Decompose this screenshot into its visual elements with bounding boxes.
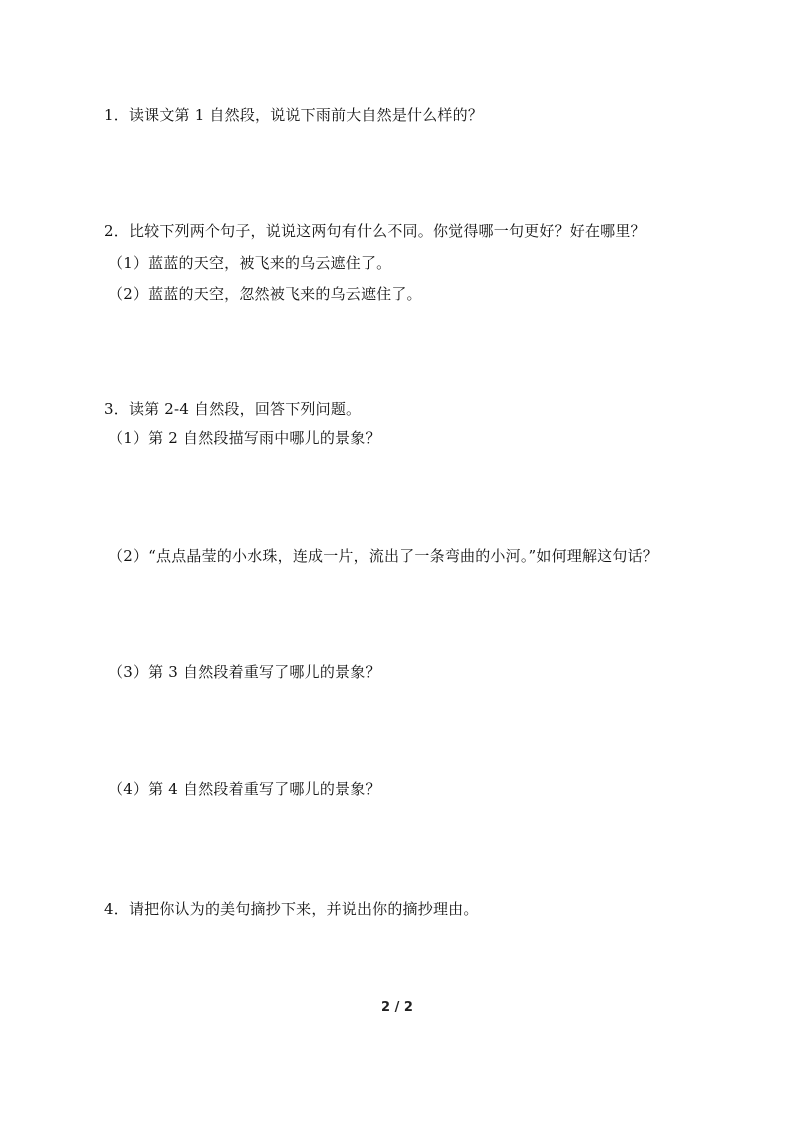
question-4: 4．请把你认为的美句摘抄下来，并说出你的摘抄理由。 bbox=[104, 900, 479, 918]
question-3: 3．读第 2-4 自然段，回答下列问题。 bbox=[104, 400, 362, 418]
question-2-sentence-2: （2）蓝蓝的天空，忽然被飞来的乌云遮住了。 bbox=[108, 285, 422, 303]
question-3-sub-3: （3）第 3 自然段着重写了哪儿的景象？ bbox=[108, 663, 381, 681]
question-3-sub-1: （1）第 2 自然段描写雨中哪儿的景象？ bbox=[108, 429, 381, 447]
question-3-sub-2: （2）“点点晶莹的小水珠，连成一片，流出了一条弯曲的小河。”如何理解这句话？ bbox=[108, 547, 658, 565]
question-3-sub-4: （4）第 4 自然段着重写了哪儿的景象？ bbox=[108, 780, 381, 798]
question-2: 2．比较下列两个句子，说说这两句有什么不同。你觉得哪一句更好？好在哪里？ bbox=[104, 222, 646, 240]
page-number: 2 / 2 bbox=[381, 1000, 413, 1015]
question-2-sentence-1: （1）蓝蓝的天空，被飞来的乌云遮住了。 bbox=[108, 254, 392, 272]
question-1: 1．读课文第 1 自然段，说说下雨前大自然是什么样的？ bbox=[104, 106, 484, 124]
